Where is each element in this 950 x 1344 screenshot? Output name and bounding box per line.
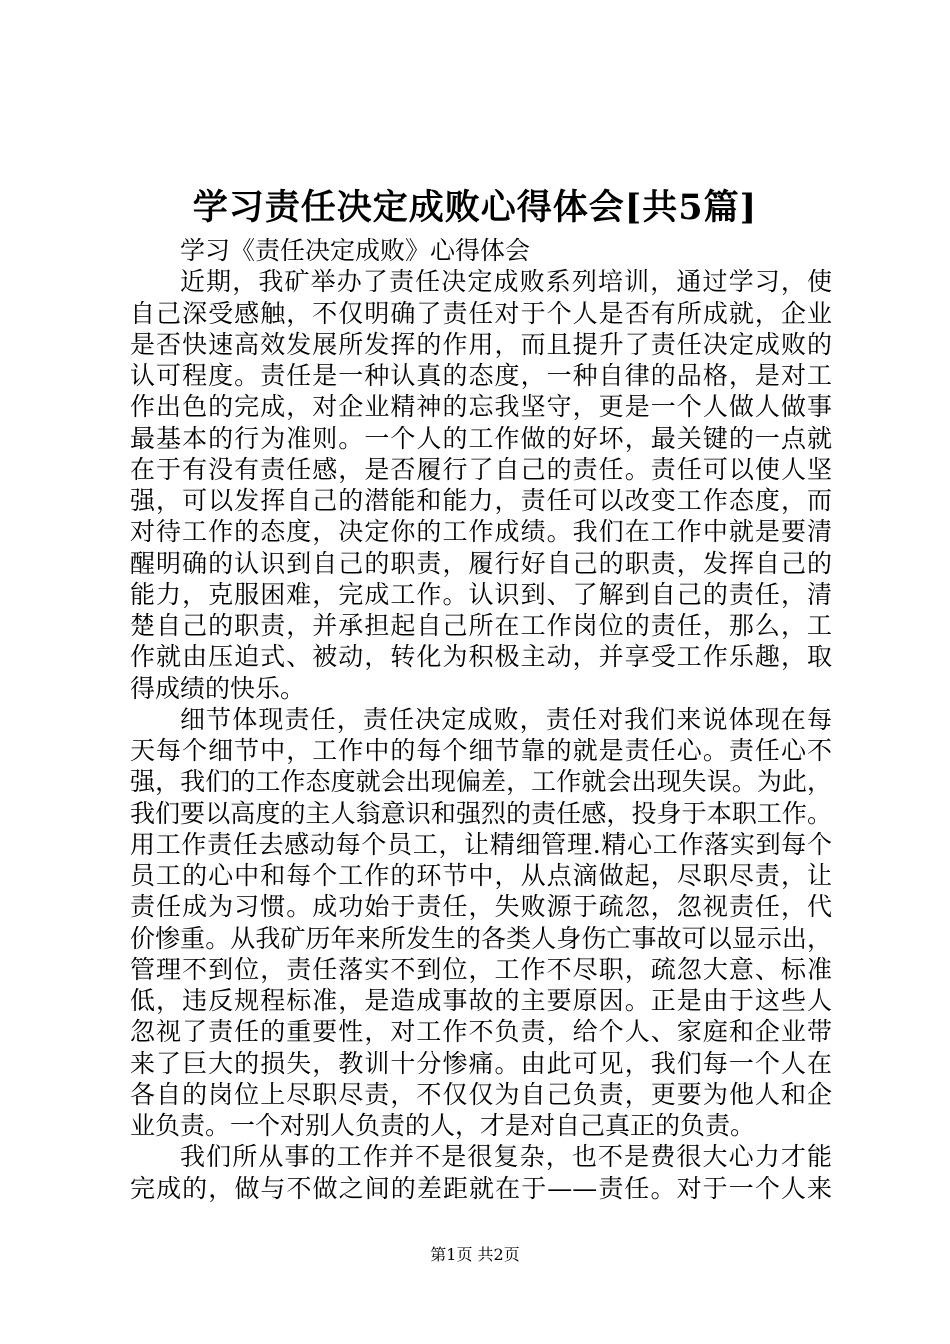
- body-line: 低，违反规程标准，是造成事故的主要原因。正是由于这些人: [130, 986, 832, 1015]
- body-line: 完成的，做与不做之间的差距就在于——责任。对于一个人来: [130, 1173, 832, 1203]
- body-line: 责任成为习惯。成功始于责任，失败源于疏忽，忽视责任，代: [130, 892, 832, 922]
- body-line: 能力，克服困难，完成工作。认识到、了解到自己的责任，清: [130, 579, 832, 609]
- body-line: 我们所从事的工作并不是很复杂，也不是费很大心力才能: [180, 1142, 832, 1172]
- body-line: 天每个细节中，工作中的每个细节靠的就是责任心。责任心不: [130, 736, 832, 765]
- body-line: 用工作责任去感动每个员工，让精细管理.精心工作落实到每个: [130, 829, 832, 859]
- body-line: 学习《责任决定成败》心得体会: [180, 236, 531, 265]
- body-line: 细节体现责任，责任决定成败，责任对我们来说体现在每: [180, 704, 832, 734]
- document-title: 学习责任决定成败心得体会[共5篇]: [192, 187, 758, 228]
- body-line: 忽视了责任的重要性，对工作不负责，给个人、家庭和企业带: [130, 1017, 832, 1047]
- body-line: 楚自己的职责，并承担起自己所在工作岗位的责任，那么，工: [130, 611, 832, 640]
- body-line: 价惨重。从我矿历年来所发生的各类人身伤亡事故可以显示出，: [130, 923, 832, 953]
- body-line: 对待工作的态度，决定你的工作成绩。我们在工作中就是要清: [130, 517, 832, 547]
- body-line: 自己深受感触，不仅明确了责任对于个人是否有所成就，企业: [130, 298, 832, 328]
- body-line: 业负责。一个对别人负责的人，才是对自己真正的负责。: [130, 1111, 756, 1140]
- body-line: 员工的心中和每个工作的环节中，从点滴做起，尽职尽责，让: [130, 861, 832, 890]
- document-body: [130, 235, 832, 1204]
- body-line: 是否快速高效发展所发挥的作用，而且提升了责任决定成败的: [130, 329, 832, 359]
- body-line: 强，我们的工作态度就会出现偏差，工作就会出现失误。为此，: [130, 767, 832, 797]
- body-line: 各自的岗位上尽职尽责，不仅仅为自己负责，更要为他人和企: [130, 1079, 832, 1109]
- body-line: 近期，我矿举办了责任决定成败系列培训，通过学习，使: [180, 267, 832, 297]
- body-line: 醒明确的认识到自己的职责，履行好自己的职责，发挥自己的: [130, 548, 832, 578]
- body-line: 来了巨大的损失，教训十分惨痛。由此可见，我们每一个人在: [130, 1048, 832, 1078]
- body-line: 作就由压迫式、被动，转化为积极主动，并享受工作乐趣，取: [130, 642, 832, 672]
- body-line: 在于有没有责任感，是否履行了自己的责任。责任可以使人坚: [130, 454, 832, 484]
- body-line: 强，可以发挥自己的潜能和能力，责任可以改变工作态度，而: [130, 486, 832, 515]
- body-line: 管理不到位，责任落实不到位，工作不尽职，疏忽大意、标准: [130, 954, 832, 984]
- body-line: 认可程度。责任是一种认真的态度，一种自律的品格，是对工: [130, 361, 832, 390]
- body-line: 得成绩的快乐。: [130, 673, 306, 703]
- body-line: 最基本的行为准则。一个人的工作做的好坏，最关键的一点就: [130, 423, 832, 453]
- body-line: 我们要以高度的主人翁意识和强烈的责任感，投身于本职工作。: [130, 798, 832, 828]
- body-line: 作出色的完成，对企业精神的忘我坚守，更是一个人做人做事: [130, 392, 832, 422]
- page-footer: 第1页 共2页: [430, 1245, 520, 1264]
